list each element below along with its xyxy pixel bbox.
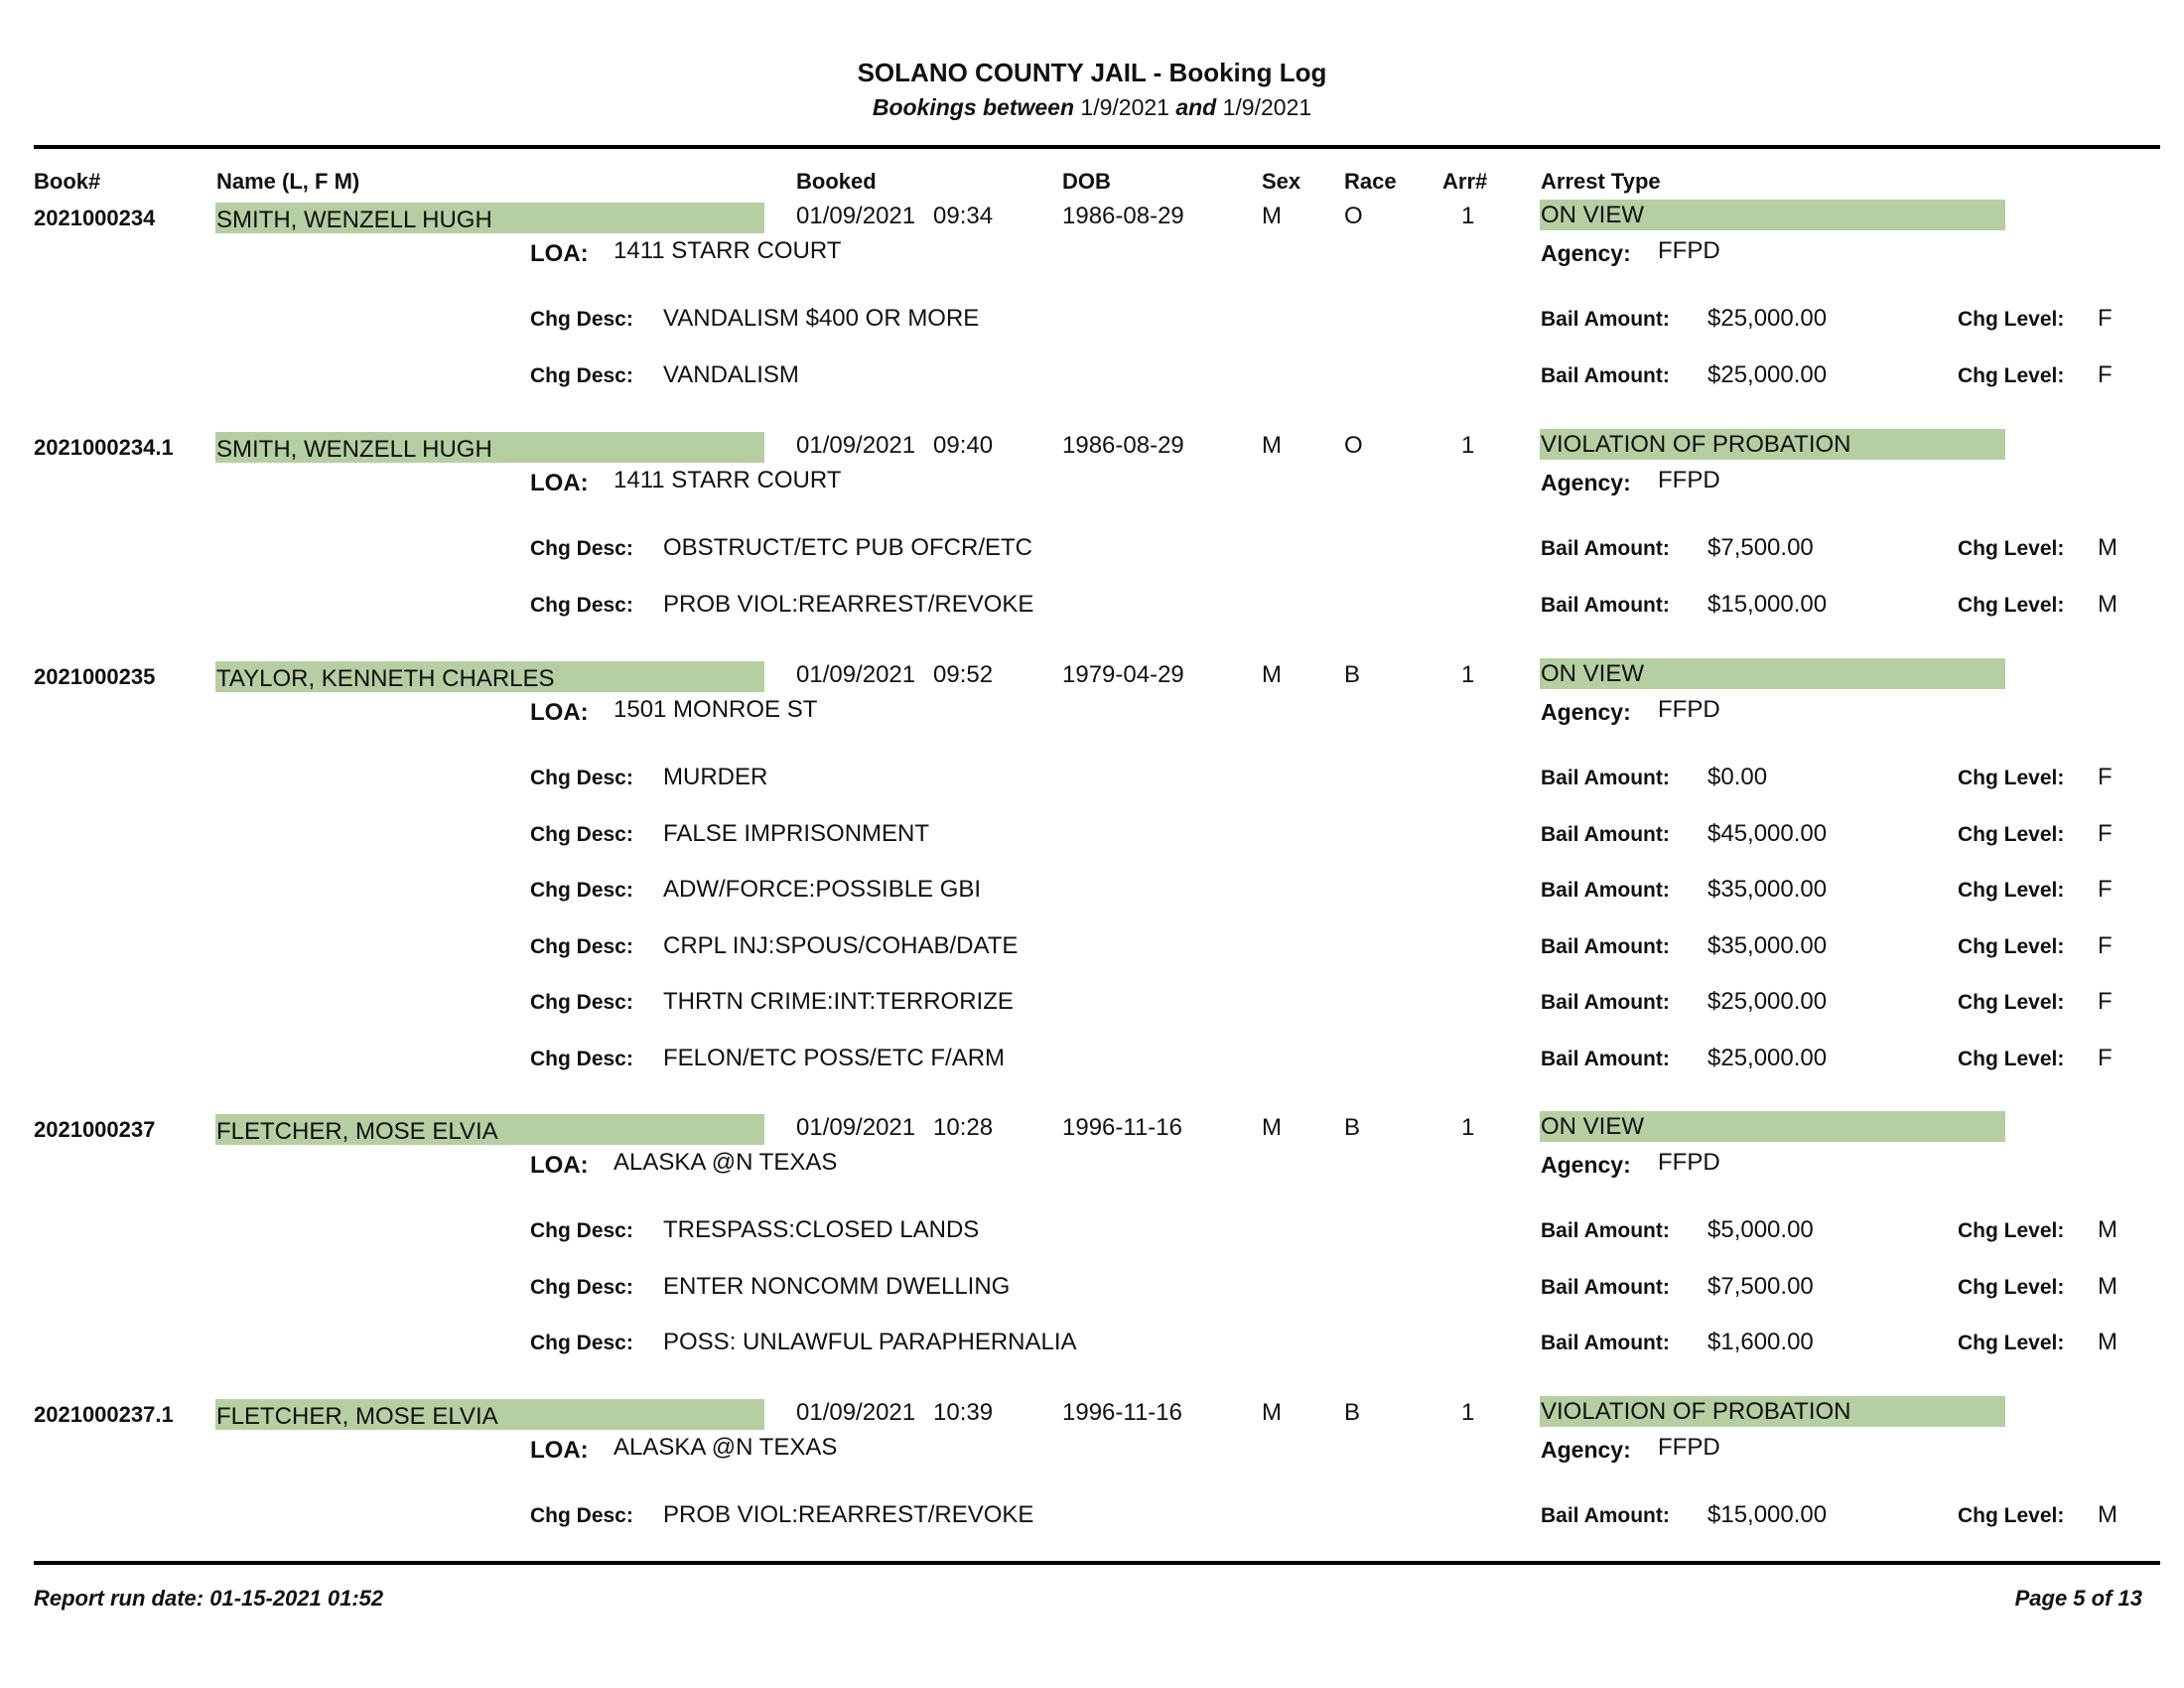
- charge-level: F: [2098, 1045, 2113, 1071]
- col-header-sex: Sex: [1262, 169, 1301, 194]
- arrest-type: ON VIEW: [1541, 660, 1645, 687]
- bail-amount: $7,500.00: [1707, 1273, 1814, 1300]
- footer-rule: [34, 1561, 2160, 1565]
- agency-value: FFPD: [1658, 1149, 1720, 1176]
- chg-desc-label: Chg Desc:: [530, 767, 633, 789]
- race: B: [1344, 661, 1361, 688]
- charge-description: FELON/ETC POSS/ETC F/ARM: [663, 1045, 1006, 1071]
- booked-time: 09:34: [933, 203, 994, 229]
- subtitle-prefix: Bookings between: [872, 94, 1075, 120]
- charge-description: PROB VIOL:REARREST/REVOKE: [663, 591, 1034, 618]
- arrest-number: 1: [1461, 661, 1475, 688]
- agency-value: FFPD: [1658, 1434, 1720, 1461]
- chg-desc-label: Chg Desc:: [530, 823, 633, 846]
- charge-level: M: [2098, 591, 2117, 618]
- booked-date: 01/09/2021: [796, 1114, 916, 1141]
- chg-level-label: Chg Level:: [1958, 537, 2065, 560]
- chg-desc-label: Chg Desc:: [530, 991, 633, 1014]
- loa-value: ALASKA @N TEXAS: [614, 1149, 838, 1176]
- page-number: Page 5 of 13: [2014, 1586, 2142, 1611]
- agency-label: Agency:: [1541, 1437, 1631, 1463]
- col-header-dob: DOB: [1062, 169, 1111, 194]
- bail-amount-label: Bail Amount:: [1541, 767, 1670, 789]
- bail-amount: $45,000.00: [1707, 820, 1828, 847]
- chg-level-label: Chg Level:: [1958, 1276, 2065, 1299]
- charge-description: ADW/FORCE:POSSIBLE GBI: [663, 876, 982, 903]
- header-rule: [34, 145, 2160, 149]
- booked-date: 01/09/2021: [796, 1399, 916, 1426]
- arrest-type: VIOLATION OF PROBATION: [1541, 431, 1851, 458]
- book-number: 2021000237: [34, 1117, 156, 1142]
- inmate-name: TAYLOR, KENNETH CHARLES: [216, 665, 555, 692]
- booked-date: 01/09/2021: [796, 203, 916, 229]
- chg-level-label: Chg Level:: [1958, 935, 2065, 958]
- bail-amount: $1,600.00: [1707, 1329, 1814, 1355]
- charge-level: F: [2098, 932, 2113, 959]
- subtitle-and: and: [1175, 94, 1217, 120]
- charge-description: CRPL INJ:SPOUS/COHAB/DATE: [663, 932, 1019, 959]
- arrest-number: 1: [1461, 1399, 1475, 1426]
- booking-record: [0, 202, 2184, 388]
- loa-label: LOA:: [530, 699, 589, 726]
- chg-desc-label: Chg Desc:: [530, 594, 633, 617]
- chg-level-label: Chg Level:: [1958, 1048, 2065, 1070]
- booking-record: [0, 1113, 2184, 1355]
- chg-level-label: Chg Level:: [1958, 1504, 2065, 1527]
- booked-date: 01/09/2021: [796, 661, 916, 688]
- arrest-number: 1: [1461, 1114, 1475, 1141]
- charge-level: F: [2098, 764, 2113, 790]
- race: B: [1344, 1399, 1361, 1426]
- bail-amount: $15,000.00: [1707, 591, 1828, 618]
- charge-description: ENTER NONCOMM DWELLING: [663, 1273, 1011, 1300]
- charge-level: F: [2098, 820, 2113, 847]
- charge-description: MURDER: [663, 764, 768, 790]
- charge-level: M: [2098, 1329, 2117, 1355]
- chg-desc-label: Chg Desc:: [530, 537, 633, 560]
- chg-level-label: Chg Level:: [1958, 991, 2065, 1014]
- book-number: 2021000235: [34, 664, 156, 689]
- bail-amount: $5,000.00: [1707, 1216, 1814, 1243]
- charge-level: F: [2098, 305, 2113, 332]
- arrest-type: VIOLATION OF PROBATION: [1541, 1398, 1851, 1425]
- book-number: 2021000237.1: [34, 1402, 174, 1427]
- bail-amount-label: Bail Amount:: [1541, 1219, 1670, 1242]
- charge-description: OBSTRUCT/ETC PUB OFCR/ETC: [663, 534, 1033, 561]
- chg-desc-label: Chg Desc:: [530, 1332, 633, 1354]
- sex: M: [1262, 203, 1282, 229]
- bail-amount: $0.00: [1707, 764, 1768, 790]
- chg-desc-label: Chg Desc:: [530, 308, 633, 331]
- bail-amount-label: Bail Amount:: [1541, 1332, 1670, 1354]
- charge-level: F: [2098, 988, 2113, 1015]
- dob: 1986-08-29: [1062, 203, 1184, 229]
- chg-level-label: Chg Level:: [1958, 594, 2065, 617]
- bail-amount-label: Bail Amount:: [1541, 1276, 1670, 1299]
- loa-value: ALASKA @N TEXAS: [614, 1434, 838, 1461]
- booked-time: 09:40: [933, 432, 994, 459]
- booked-date: 01/09/2021: [796, 432, 916, 459]
- arrest-number: 1: [1461, 432, 1475, 459]
- charge-level: M: [2098, 534, 2117, 561]
- bail-amount-label: Bail Amount:: [1541, 1504, 1670, 1527]
- bail-amount-label: Bail Amount:: [1541, 594, 1670, 617]
- chg-level-label: Chg Level:: [1958, 823, 2065, 846]
- chg-desc-label: Chg Desc:: [530, 364, 633, 387]
- bail-amount-label: Bail Amount:: [1541, 537, 1670, 560]
- booked-time: 09:52: [933, 661, 994, 688]
- chg-level-label: Chg Level:: [1958, 364, 2065, 387]
- dob: 1979-04-29: [1062, 661, 1184, 688]
- sex: M: [1262, 432, 1282, 459]
- bail-amount: $35,000.00: [1707, 932, 1828, 959]
- charge-description: FALSE IMPRISONMENT: [663, 820, 930, 847]
- col-header-arr: Arr#: [1442, 169, 1488, 194]
- dob: 1986-08-29: [1062, 432, 1184, 459]
- booking-record: [0, 1398, 2184, 1528]
- chg-desc-label: Chg Desc:: [530, 1219, 633, 1242]
- loa-value: 1411 STARR COURT: [614, 467, 842, 493]
- charge-description: VANDALISM: [663, 361, 799, 388]
- chg-desc-label: Chg Desc:: [530, 1048, 633, 1070]
- agency-label: Agency:: [1541, 1152, 1631, 1178]
- charge-level: F: [2098, 361, 2113, 388]
- bail-amount: $25,000.00: [1707, 361, 1828, 388]
- agency-value: FFPD: [1658, 237, 1720, 264]
- booking-record: [0, 660, 2184, 1071]
- chg-level-label: Chg Level:: [1958, 767, 2065, 789]
- booked-time: 10:39: [933, 1399, 994, 1426]
- chg-desc-label: Chg Desc:: [530, 935, 633, 958]
- bail-amount-label: Bail Amount:: [1541, 364, 1670, 387]
- bail-amount-label: Bail Amount:: [1541, 1048, 1670, 1070]
- book-number: 2021000234: [34, 206, 156, 230]
- bail-amount-label: Bail Amount:: [1541, 308, 1670, 331]
- bail-amount: $35,000.00: [1707, 876, 1828, 903]
- agency-label: Agency:: [1541, 699, 1631, 725]
- bail-amount: $7,500.00: [1707, 534, 1814, 561]
- report-run-date: Report run date: 01-15-2021 01:52: [34, 1586, 384, 1611]
- charge-description: VANDALISM $400 OR MORE: [663, 305, 980, 332]
- inmate-name: SMITH, WENZELL HUGH: [216, 207, 492, 233]
- dob: 1996-11-16: [1062, 1114, 1182, 1141]
- booked-time: 10:28: [933, 1114, 994, 1141]
- charge-description: TRESPASS:CLOSED LANDS: [663, 1216, 980, 1243]
- col-header-booked: Booked: [796, 169, 877, 194]
- inmate-name: SMITH, WENZELL HUGH: [216, 436, 492, 463]
- bail-amount-label: Bail Amount:: [1541, 879, 1670, 902]
- chg-level-label: Chg Level:: [1958, 1332, 2065, 1354]
- col-header-race: Race: [1344, 169, 1397, 194]
- charge-description: PROB VIOL:REARREST/REVOKE: [663, 1501, 1034, 1528]
- inmate-name: FLETCHER, MOSE ELVIA: [216, 1403, 498, 1430]
- bail-amount-label: Bail Amount:: [1541, 823, 1670, 846]
- book-number: 2021000234.1: [34, 435, 174, 460]
- col-header-name: Name (L, F M): [216, 169, 360, 194]
- chg-level-label: Chg Level:: [1958, 1219, 2065, 1242]
- agency-value: FFPD: [1658, 467, 1720, 493]
- date-to: 1/9/2021: [1222, 94, 1312, 120]
- race: O: [1344, 432, 1363, 459]
- chg-desc-label: Chg Desc:: [530, 1276, 633, 1299]
- loa-label: LOA:: [530, 470, 589, 496]
- bail-amount: $15,000.00: [1707, 1501, 1828, 1528]
- agency-label: Agency:: [1541, 470, 1631, 495]
- charge-level: M: [2098, 1501, 2117, 1528]
- booking-record: [0, 431, 2184, 618]
- sex: M: [1262, 1399, 1282, 1426]
- race: B: [1344, 1114, 1361, 1141]
- charge-description: THRTN CRIME:INT:TERRORIZE: [663, 988, 1014, 1015]
- loa-label: LOA:: [530, 240, 589, 267]
- dob: 1996-11-16: [1062, 1399, 1182, 1426]
- charge-level: M: [2098, 1216, 2117, 1243]
- charge-level: F: [2098, 876, 2113, 903]
- sex: M: [1262, 1114, 1282, 1141]
- chg-level-label: Chg Level:: [1958, 879, 2065, 902]
- bail-amount: $25,000.00: [1707, 988, 1828, 1015]
- loa-value: 1501 MONROE ST: [614, 696, 818, 723]
- col-header-book: Book#: [34, 169, 101, 194]
- arrest-number: 1: [1461, 203, 1475, 229]
- bail-amount-label: Bail Amount:: [1541, 991, 1670, 1014]
- agency-value: FFPD: [1658, 696, 1720, 723]
- arrest-type: ON VIEW: [1541, 202, 1645, 228]
- charge-description: POSS: UNLAWFUL PARAPHERNALIA: [663, 1329, 1077, 1355]
- arrest-type: ON VIEW: [1541, 1113, 1645, 1140]
- agency-label: Agency:: [1541, 240, 1631, 266]
- bail-amount: $25,000.00: [1707, 1045, 1828, 1071]
- loa-label: LOA:: [530, 1437, 589, 1464]
- loa-label: LOA:: [530, 1152, 589, 1179]
- bail-amount: $25,000.00: [1707, 305, 1828, 332]
- inmate-name: FLETCHER, MOSE ELVIA: [216, 1118, 498, 1145]
- race: O: [1344, 203, 1363, 229]
- bail-amount-label: Bail Amount:: [1541, 935, 1670, 958]
- sex: M: [1262, 661, 1282, 688]
- page-subtitle: [0, 94, 2184, 121]
- page-title: SOLANO COUNTY JAIL - Booking Log: [857, 58, 1327, 87]
- chg-level-label: Chg Level:: [1958, 308, 2065, 331]
- date-from: 1/9/2021: [1080, 94, 1169, 120]
- loa-value: 1411 STARR COURT: [614, 237, 842, 264]
- chg-desc-label: Chg Desc:: [530, 879, 633, 902]
- charge-level: M: [2098, 1273, 2117, 1300]
- col-header-arrest-type: Arrest Type: [1541, 169, 1661, 194]
- chg-desc-label: Chg Desc:: [530, 1504, 633, 1527]
